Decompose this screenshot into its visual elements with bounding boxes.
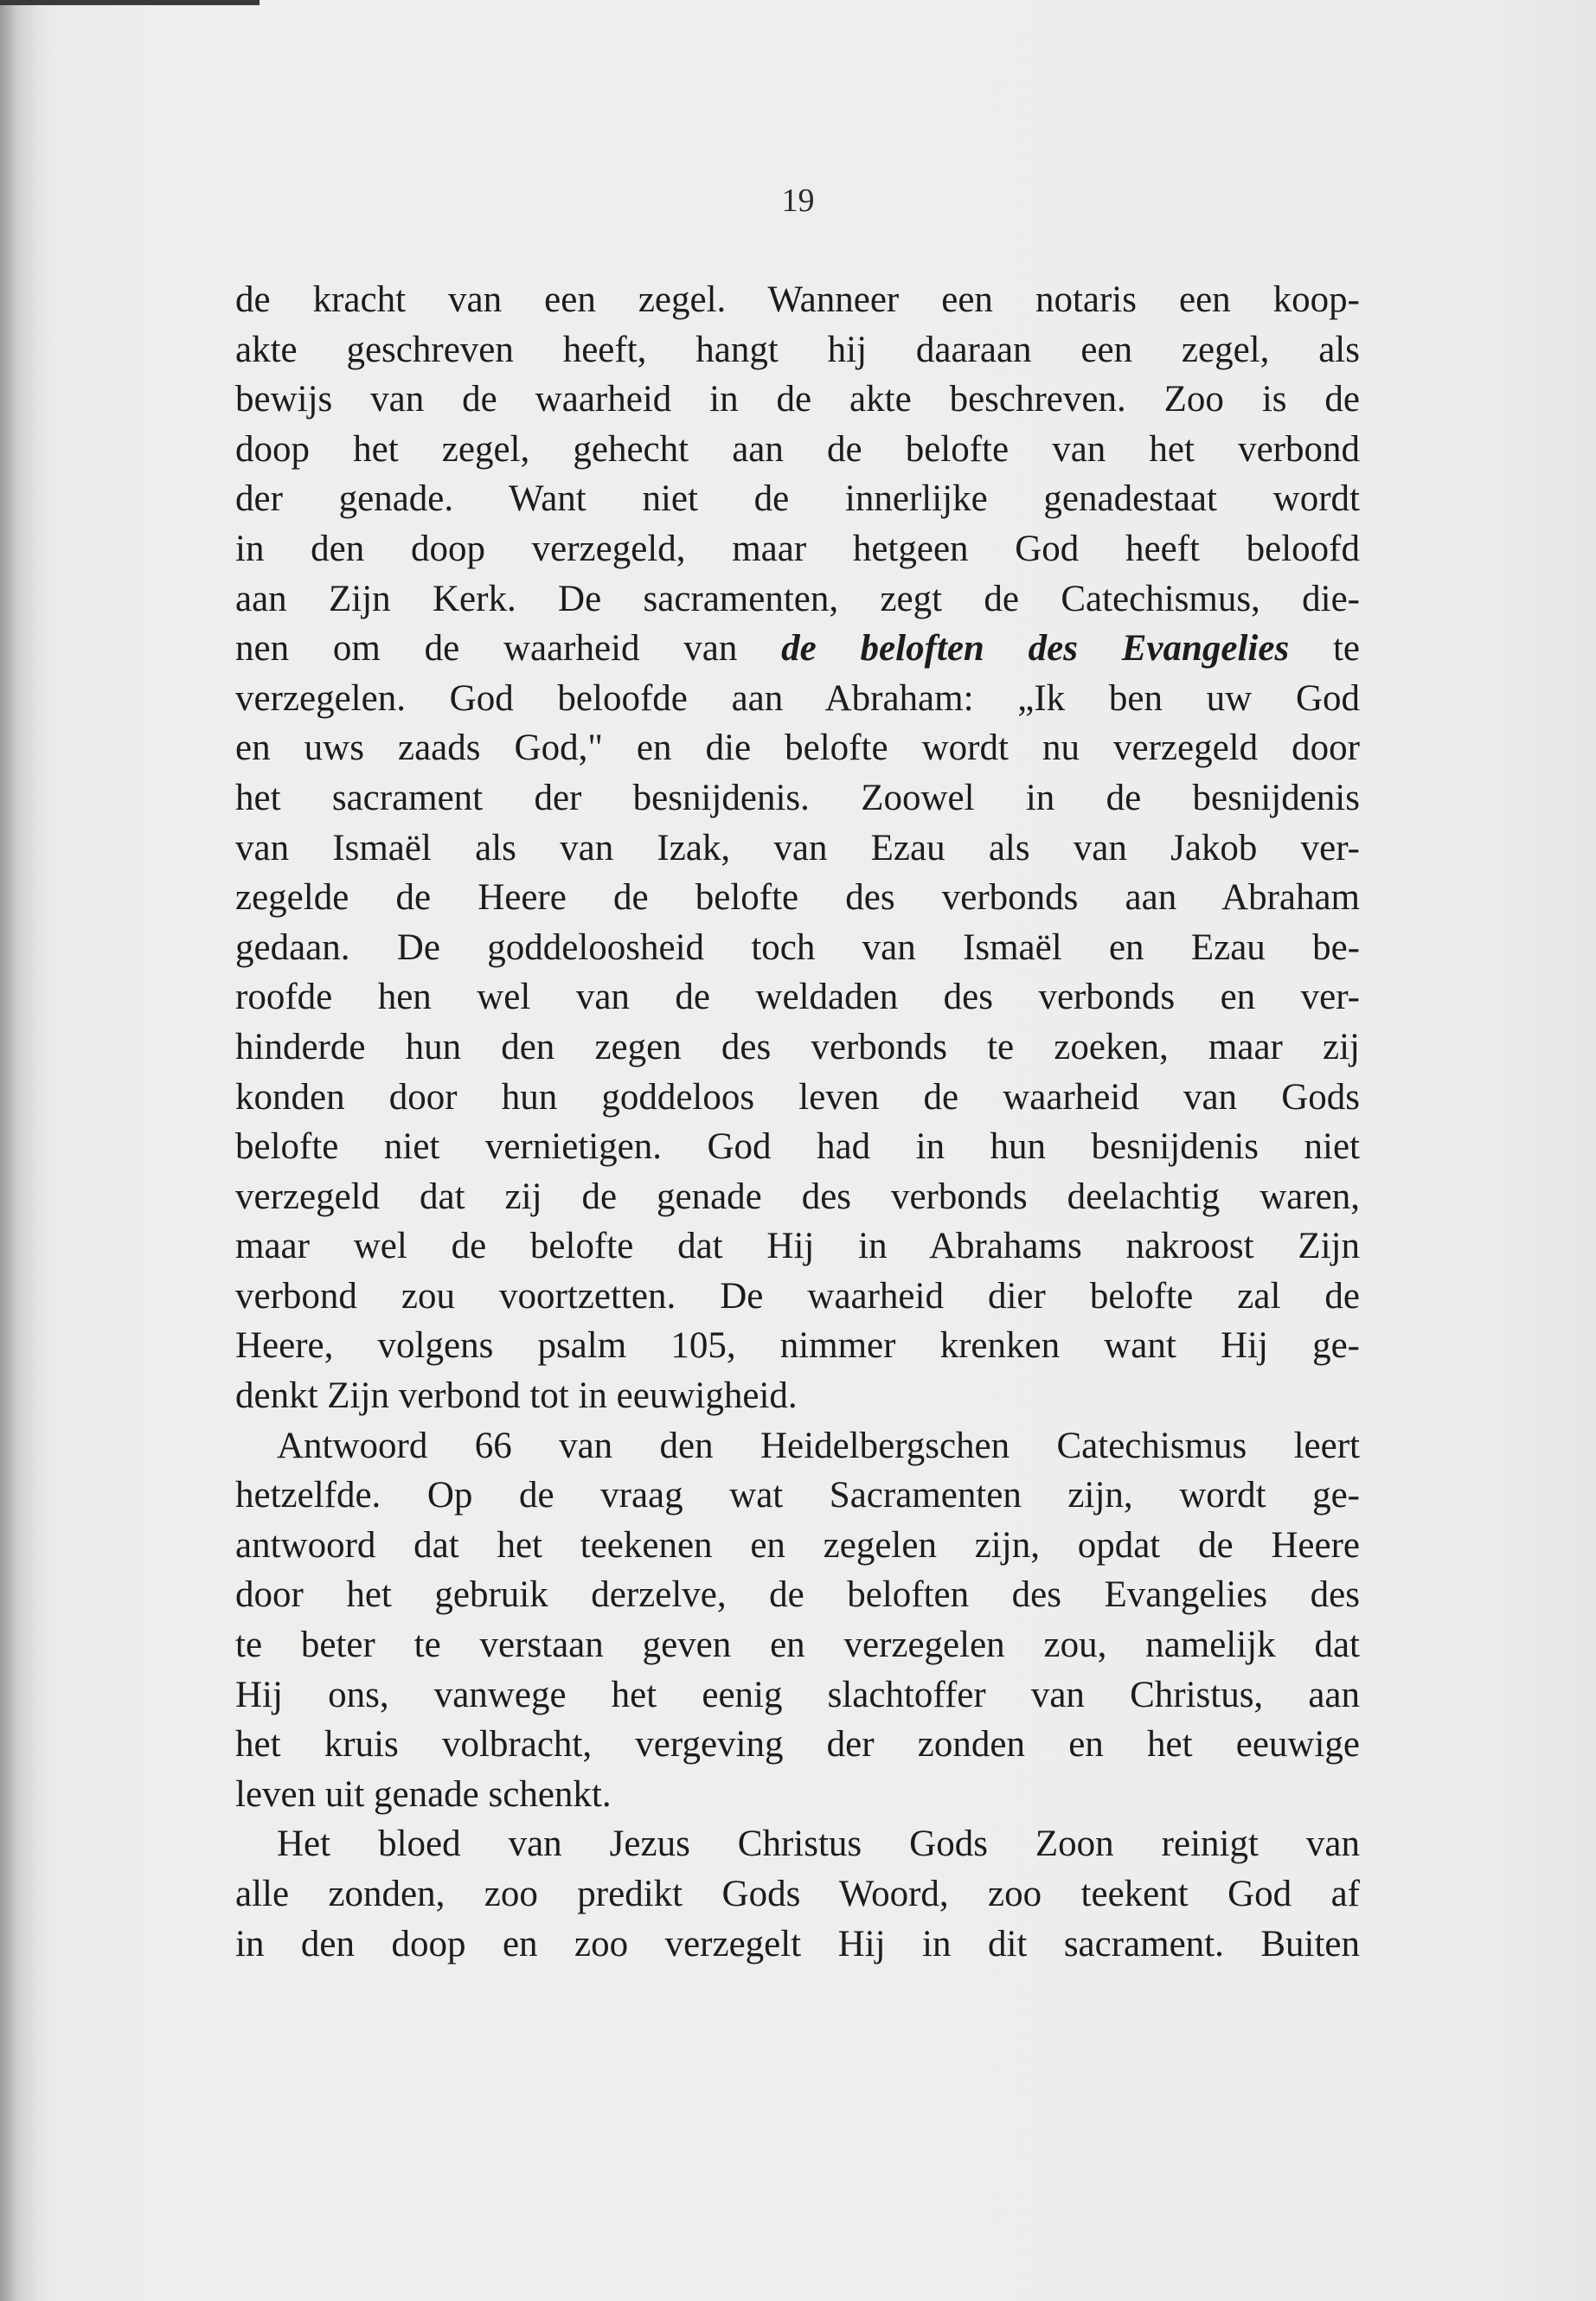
text-line: en uws zaads God," en die belofte wordt nu verzegeld door (235, 727, 1360, 769)
text-line: belofte niet vernietigen. God had in hun besnijdenis niet (235, 1126, 1360, 1168)
scan-shadow-top (0, 0, 260, 5)
page-number: 19 (781, 183, 815, 219)
text-line: Heere, volgens psalm 105, nimmer krenken want Hij ge- (235, 1325, 1360, 1367)
text-line-emphasis (235, 624, 1360, 674)
text-line: hinderde hun den zegen des verbonds te zoeken, maar zij (235, 1026, 1360, 1067)
text-line-paragraph-end: denkt Zijn verbond tot in eeuwigheid. (235, 1375, 798, 1417)
scan-shadow-left (0, 0, 52, 2301)
text-line: van Ismaël als van Izak, van Ezau als van Jakob ver- (235, 827, 1360, 868)
text-line: antwoord dat het teekenen en zegelen zijn, opdat de Heere (235, 1524, 1360, 1566)
text-line: door het gebruik derzelve, de beloften des Evangelies des (235, 1574, 1360, 1616)
text-line: verbond zou voortzetten. De waarheid dier belofte zal de (235, 1275, 1360, 1317)
text-segment: nen om de waarheid van (235, 628, 738, 670)
text-line-paragraph-start: Antwoord 66 van den Heidelbergschen Catechismus leert (277, 1425, 1360, 1466)
text-line: gedaan. De goddeloosheid toch van Ismaël en Ezau be- (235, 926, 1360, 968)
text-line: in den doop verzegeld, maar hetgeen God heeft beloofd (235, 528, 1360, 569)
text-line: bewijs van de waarheid in de akte beschreven. Zoo is de (235, 379, 1360, 420)
emphasized-phrase: de beloften des Evangelies (781, 628, 1290, 670)
text-line: maar wel de belofte dat Hij in Abrahams nakroost Zijn (235, 1226, 1360, 1267)
text-line: akte geschreven heeft, hangt hij daaraan een zegel, als (235, 329, 1360, 370)
text-line: roofde hen wel van de weldaden des verbonds en ver- (235, 977, 1360, 1018)
text-line-paragraph-end: leven uit genade schenkt. (235, 1773, 612, 1815)
text-line: te beter te verstaan geven en verzegelen zou, namelijk dat (235, 1625, 1360, 1666)
text-line: der genade. Want niet de innerlijke genadestaat wordt (235, 478, 1360, 520)
body-text (235, 275, 1360, 1969)
text-line: verzegeld dat zij de genade des verbonds deelachtig waren, (235, 1176, 1360, 1217)
text-line: doop het zegel, gehecht aan de belofte van het verbond (235, 428, 1360, 470)
text-line: het kruis volbracht, vergeving der zonden en het eeuwige (235, 1724, 1360, 1766)
text-line: in den doop en zoo verzegelt Hij in dit sacrament. Buiten (235, 1923, 1360, 1965)
text-line-paragraph-start: Het bloed van Jezus Christus Gods Zoon reinigt van (277, 1823, 1360, 1865)
text-line: aan Zijn Kerk. De sacramenten, zegt de Catechismus, die- (235, 578, 1360, 619)
text-line: de kracht van een zegel. Wanneer een notaris een koop- (235, 279, 1360, 320)
text-line: verzegelen. God beloofde aan Abraham: „Ik ben uw God (235, 677, 1360, 719)
text-line: het sacrament der besnijdenis. Zoowel in de besnijdenis (235, 777, 1360, 818)
text-line: hetzelfde. Op de vraag wat Sacramenten zijn, wordt ge- (235, 1475, 1360, 1516)
text-segment: te (1332, 628, 1361, 670)
text-line: zegelde de Heere de belofte des verbonds aan Abraham (235, 877, 1360, 919)
text-line: Hij ons, vanwege het eenig slachtoffer van Christus, aan (235, 1674, 1360, 1715)
text-line: alle zonden, zoo predikt Gods Woord, zoo teekent God af (235, 1874, 1360, 1914)
text-line: konden door hun goddeloos leven de waarheid van Gods (235, 1076, 1360, 1118)
